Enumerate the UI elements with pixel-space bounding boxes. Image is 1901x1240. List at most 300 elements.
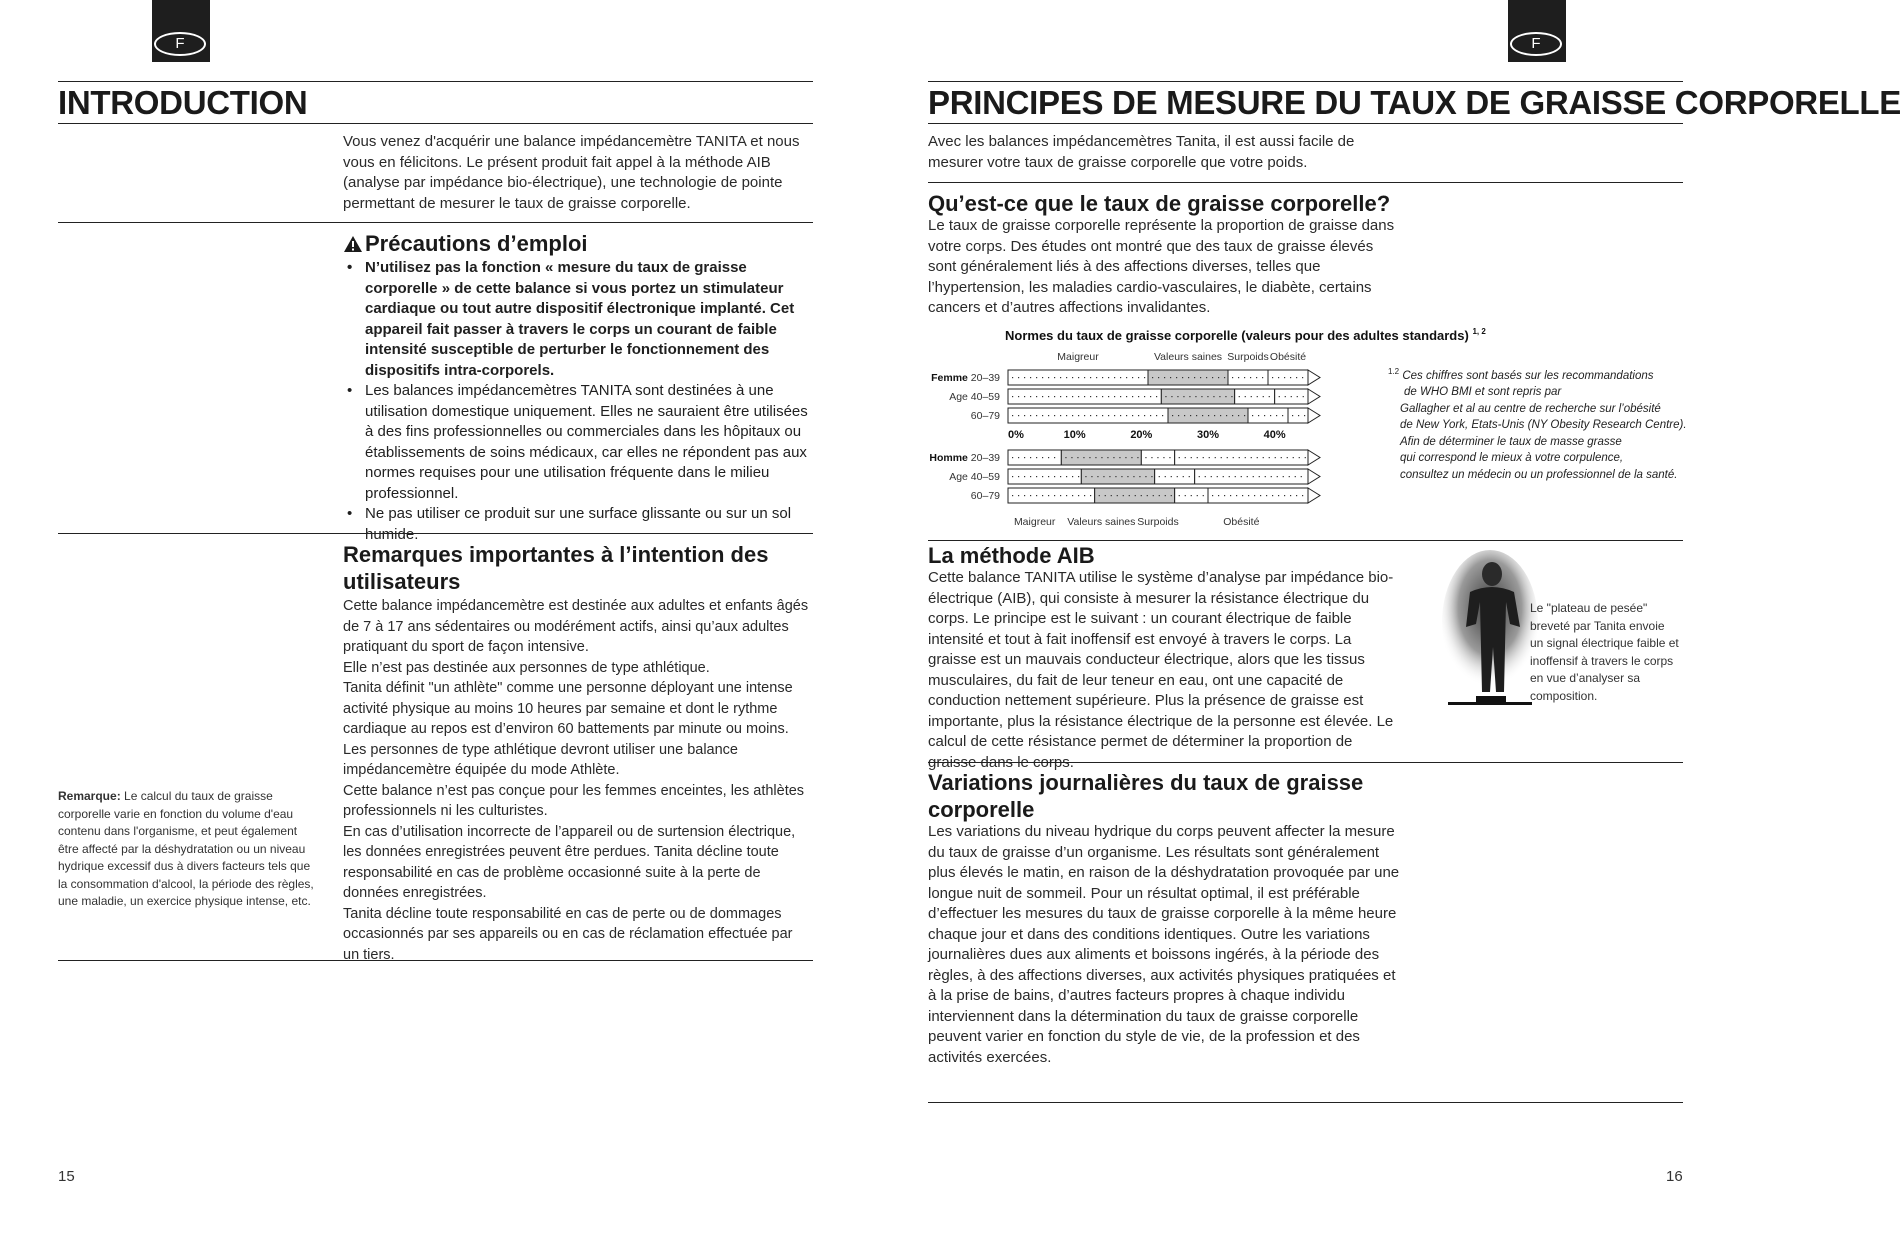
bar-dot (1012, 415, 1013, 416)
bar-dot (1048, 377, 1049, 378)
bar-dot (1147, 495, 1148, 496)
bar-dot (1054, 476, 1055, 477)
bar-dot (1231, 396, 1232, 397)
bar-dot (1278, 495, 1279, 496)
bar-dot (1127, 476, 1128, 477)
bar-dot (1096, 415, 1097, 416)
bar-dot (1042, 415, 1043, 416)
axis-tick-label: 20% (1130, 429, 1153, 441)
bar-arrow (1308, 488, 1320, 503)
bar-dot (1030, 396, 1031, 397)
bar-dot (1115, 476, 1116, 477)
bar-dot (1256, 377, 1257, 378)
bar-dot (1158, 377, 1159, 378)
aib-heading: La méthode AIB (928, 543, 1095, 568)
category-label-top: Surpoids (1227, 351, 1269, 363)
bar-dot (1048, 457, 1049, 458)
bar-dot (1048, 495, 1049, 496)
bar-dot (1060, 377, 1061, 378)
bar-dot (1018, 476, 1019, 477)
bar-dot (1036, 457, 1037, 458)
bar-dot (1278, 377, 1279, 378)
remarks-paragraph: Les personnes de type athlétique devront utiliser une balance impédancemètre équipée du mode Athlète. (343, 741, 738, 778)
bar-dot (1018, 415, 1019, 416)
bar-dot (1285, 396, 1286, 397)
category-label-top: Maigreur (1057, 351, 1099, 363)
graisse-paragraph: Le taux de graisse corporelle représente la proportion de graisse dans votre corps. Des études ont montré que des taux de graisse élevés sont généralement liés à des affections diverses, telles que l’hypertension, les maladies cardio-vasculaires, le diabète, certains cancers et d’autres affections invalidantes. (928, 217, 1395, 316)
bar-dot (1251, 457, 1252, 458)
bar-dot (1102, 396, 1103, 397)
chart-footnote-line: qui correspond le mieux à votre corpulence, (1400, 452, 1624, 465)
bar-dot (1191, 457, 1192, 458)
bar-dot (1097, 476, 1098, 477)
bar-dot (1201, 396, 1202, 397)
bar-dot (1153, 495, 1154, 496)
bar-dot (1024, 396, 1025, 397)
bar-dot (1137, 457, 1138, 458)
bar-dot (1165, 495, 1166, 496)
bar-dot (1107, 457, 1108, 458)
category-label-bottom: Valeurs saines (1067, 516, 1136, 528)
bar-segment (1208, 488, 1308, 503)
bar-dot (1072, 495, 1073, 496)
title-bottom-rule-left (58, 123, 813, 124)
bar-dot (1190, 415, 1191, 416)
remarks-heading: Remarques importantes à l’intention des utilisateurs (343, 542, 769, 594)
bar-dot (1177, 396, 1178, 397)
bar-dot (1257, 396, 1258, 397)
bar-dot (1159, 476, 1160, 477)
bar-dot (1264, 415, 1265, 416)
bar-dot (1244, 415, 1245, 416)
bar-dot (1108, 396, 1109, 397)
bar-dot (1018, 495, 1019, 496)
bar-dot (1042, 457, 1043, 458)
bar-dot (1012, 476, 1013, 477)
bar-dot (1179, 457, 1180, 458)
bar-dot (1151, 457, 1152, 458)
bar-dot (1284, 495, 1285, 496)
bar-dot (1276, 415, 1277, 416)
bar-dot (1287, 457, 1288, 458)
bar-dot (1089, 457, 1090, 458)
bar-dot (1227, 457, 1228, 458)
bar-dot (1078, 495, 1079, 496)
bar-dot (1090, 396, 1091, 397)
bar-dot (1239, 396, 1240, 397)
bar-dot (1126, 415, 1127, 416)
chart-footnote-line: consultez un médecin ou un professionnel de la santé. (1400, 468, 1678, 481)
bar-dot (1125, 457, 1126, 458)
bar-dot (1150, 415, 1151, 416)
bar-dot (1165, 396, 1166, 397)
bar-dot (1197, 457, 1198, 458)
bar-dot (1113, 457, 1114, 458)
bar-dot (1171, 476, 1172, 477)
bar-dot (1223, 476, 1224, 477)
bar-dot (1295, 476, 1296, 477)
bar-dot (1212, 495, 1213, 496)
bar-dot (1225, 396, 1226, 397)
bar-dot (1211, 476, 1212, 477)
aib-paragraph: Cette balance TANITA utilise le système d’analyse par impédance bio-électrique (AIB), qui consiste à mesurer la résistance électrique du corps. Le principe est le suivant : un courant électrique de faible intensité et tout à fait inoffensif est envoyé à travers le corps. La graisse est un mauvais conducteur électrique, alors que les tissus musculaires, du fait de leur teneur en eau, ont une capacité de conduction nettement supérieure. Plus la présence de graisse est importante, plus la résistance électrique de la personne est élevée. Le calcul de cette résistance permet de déterminer la proportion de graisse dans le corps. (928, 569, 1394, 771)
bottom-rule-right (928, 1102, 1683, 1103)
bar-dot (1060, 415, 1061, 416)
bar-dot (1141, 495, 1142, 496)
bar-dot (1298, 415, 1299, 416)
bar-dot (1048, 396, 1049, 397)
bar-dot (1262, 377, 1263, 378)
axis-tick-label: 30% (1196, 429, 1220, 441)
graisse-heading: Qu’est-ce que le taux de graisse corporelle? (928, 191, 1391, 216)
bar-dot (1284, 377, 1285, 378)
language-tab-right (1508, 0, 1566, 62)
bar-dot (1226, 415, 1227, 416)
bar-dot (1042, 396, 1043, 397)
bar-dot (1266, 495, 1267, 496)
bar-dot (1144, 415, 1145, 416)
bar-dot (1066, 377, 1067, 378)
bar-dot (1018, 457, 1019, 458)
bar-dot (1012, 377, 1013, 378)
bar-dot (1054, 396, 1055, 397)
bar-dot (1132, 377, 1133, 378)
remarks-body (343, 596, 811, 965)
bar-dot (1072, 396, 1073, 397)
bar-dot (1012, 396, 1013, 397)
remarks-paragraph: Elle n’est pas destinée aux personnes de type athlétique. (343, 659, 710, 676)
bar-dot (1144, 377, 1145, 378)
bar-dot (1145, 476, 1146, 477)
list-item: • Les balances impédancemètres TANITA sont destinées à une utilisation domestique uniquement. Elles ne sauraient être utilisées à des fins professionnelles ou commerciales dans les hôpitaux ou établissements de soins médicaux, car elles ne répondent pas aux normes requises pour une utilisation fréquente dans le milieu professionnel. (343, 381, 813, 504)
bar-dot (1194, 377, 1195, 378)
bar-dot (1292, 415, 1293, 416)
bar-dot (1090, 415, 1091, 416)
precautions-section (343, 230, 813, 545)
bar-dot (1133, 476, 1134, 477)
chart-footnote-lines (1388, 364, 1688, 483)
category-label-top: Valeurs saines (1153, 351, 1223, 363)
variations-heading: Variations journalières du taux de graisse corporelle (928, 770, 1364, 822)
bar-dot (1030, 415, 1031, 416)
bar-dot (1117, 495, 1118, 496)
bar-dot (1263, 457, 1264, 458)
bar-dot (1184, 415, 1185, 416)
category-label-bottom: Maigreur (1013, 516, 1056, 528)
bar-dot (1252, 415, 1253, 416)
language-badge-left: F (154, 32, 206, 56)
bar-dot (1048, 415, 1049, 416)
title-top-rule-left (58, 81, 813, 82)
bar-dot (1238, 415, 1239, 416)
bar-dot (1208, 415, 1209, 416)
bar-dot (1096, 377, 1097, 378)
bar-dot (1185, 495, 1186, 496)
bar-dot (1054, 457, 1055, 458)
bar-dot (1244, 377, 1245, 378)
bar-dot (1218, 495, 1219, 496)
section-rule-remarks (58, 533, 813, 534)
bar-dot (1131, 457, 1132, 458)
bar-dot (1138, 377, 1139, 378)
bar-dot (1242, 495, 1243, 496)
bar-dot (1095, 457, 1096, 458)
bar-dot (1120, 396, 1121, 397)
bar-dot (1083, 457, 1084, 458)
chart-footnote-line: de WHO BMI et sont repris par (1404, 386, 1562, 399)
remarks-paragraph: Cette balance n’est pas conçue pour les femmes enceintes, les athlètes professionnels ni les culturistes. (343, 782, 805, 819)
bar-dot (1230, 495, 1231, 496)
bar-dot (1279, 396, 1280, 397)
bar-dot (1183, 396, 1184, 397)
remarks-paragraph: Tanita définit "un athlète" comme une personne déployant une intense activité physique au moins 10 heures par semaine et dont le rythme cardiaque au repos est d’environ 60 battements par minute ou moins. (343, 680, 793, 737)
bar-dot (1224, 495, 1225, 496)
bar-dot (1036, 377, 1037, 378)
bar-dot (1293, 457, 1294, 458)
category-label-top: Obésité (1269, 351, 1307, 363)
person-on-scale-illustration (1440, 552, 1540, 712)
bar-dot (1139, 476, 1140, 477)
bar-dot (1164, 377, 1165, 378)
intro-paragraph: Vous venez d'acquérir une balance impédancemètre TANITA et nous vous en félicitons. Le présent produit fait appel à la méthode AIB (analyse par impédance bio-électrique), une technologie de pointe permettant de mesurer le taux de graisse corporelle. (343, 133, 800, 212)
bar-dot (1018, 377, 1019, 378)
bar-dot (1250, 377, 1251, 378)
bar-dot (1060, 396, 1061, 397)
bar-dot (1024, 476, 1025, 477)
bar-dot (1162, 415, 1163, 416)
bar-dot (1169, 457, 1170, 458)
bar-dot (1078, 476, 1079, 477)
bar-dot (1189, 476, 1190, 477)
side-note (58, 788, 318, 911)
page-number-right: 16 (1666, 1168, 1683, 1185)
bar-dot (1159, 495, 1160, 496)
bar-dot (1042, 476, 1043, 477)
bar-dot (1283, 476, 1284, 477)
bar-dot (1120, 415, 1121, 416)
bar-dot (1270, 415, 1271, 416)
axis-tick-label: 10% (1063, 429, 1086, 441)
bar-dot (1202, 415, 1203, 416)
bar-dot (1254, 495, 1255, 496)
bar-dot (1114, 377, 1115, 378)
page-number-left: 15 (58, 1168, 75, 1185)
bar-dot (1304, 415, 1305, 416)
bar-dot (1066, 476, 1067, 477)
bar-dot (1119, 457, 1120, 458)
bar-dot (1189, 396, 1190, 397)
bar-dot (1024, 415, 1025, 416)
bar-dot (1072, 377, 1073, 378)
bar-dot (1072, 476, 1073, 477)
bar-dot (1248, 495, 1249, 496)
title-top-rule-right (928, 81, 1683, 82)
bar-dot (1213, 396, 1214, 397)
bar-dot (1072, 415, 1073, 416)
right-intro-paragraph: Avec les balances impédancemètres Tanita, il est aussi facile de mesurer votre taux de graisse corporelle que votre poids. (928, 133, 1355, 171)
bar-dot (1277, 476, 1278, 477)
bar-dot (1030, 377, 1031, 378)
bar-dot (1138, 415, 1139, 416)
page-title-right: PRINCIPES DE MESURE DU TAUX DE GRAISSE CORPORELLE (928, 84, 1901, 121)
bar-dot (1085, 476, 1086, 477)
bar-dot (1170, 377, 1171, 378)
chart-footnote-line: de New York, Etats-Unis (NY Obesity Research Centre). (1400, 419, 1687, 432)
bar-segment (1235, 389, 1275, 404)
row-label: Homme 20–39 (929, 452, 1000, 464)
bar-dot (1054, 415, 1055, 416)
bar-dot (1084, 396, 1085, 397)
bar-dot (1030, 495, 1031, 496)
bar-dot (1126, 377, 1127, 378)
category-label-bottom: Surpoids (1137, 516, 1179, 528)
bar-dot (1126, 396, 1127, 397)
bar-dot (1071, 457, 1072, 458)
bar-dot (1220, 415, 1221, 416)
warning-icon (343, 235, 363, 253)
bar-dot (1048, 476, 1049, 477)
bar-dot (1156, 396, 1157, 397)
bar-dot (1030, 476, 1031, 477)
figure-caption: Le "plateau de pesée" breveté par Tanita envoie un signal électrique faible et inoffensif à travers le corps en vue d’analyser sa composition. (1530, 601, 1679, 703)
bar-dot (1206, 377, 1207, 378)
bar-dot (1219, 396, 1220, 397)
title-bottom-rule-right (928, 123, 1683, 124)
bar-dot (1145, 457, 1146, 458)
bar-dot (1272, 377, 1273, 378)
bar-dot (1121, 476, 1122, 477)
bar-dot (1054, 495, 1055, 496)
bar-dot (1247, 476, 1248, 477)
bar-dot (1291, 396, 1292, 397)
bar-dot (1245, 396, 1246, 397)
bar-dot (1275, 457, 1276, 458)
bar-dot (1144, 396, 1145, 397)
bar-dot (1271, 476, 1272, 477)
bar-dot (1024, 495, 1025, 496)
list-item: • N’utilisez pas la fonction « mesure du taux de graisse corporelle » de cette balance si vous portez un stimulateur cardiaque ou tout autre dispositif électronique implanté. Cet appareil fait passer à travers le corps un courant de faible intensité susceptible de perturber le fonctionnement des dispositifs intra-corporels. (343, 258, 813, 381)
bar-dot (1305, 457, 1306, 458)
bar-dot (1269, 396, 1270, 397)
bar-dot (1084, 377, 1085, 378)
bar-dot (1060, 476, 1061, 477)
bar-dot (1171, 396, 1172, 397)
bar-dot (1078, 415, 1079, 416)
section-rule-variations (928, 762, 1683, 763)
bar-dot (1199, 476, 1200, 477)
row-label: Age 40–59 (949, 471, 1000, 483)
bar-dot (1163, 457, 1164, 458)
bar-dot (1263, 396, 1264, 397)
bar-dot (1152, 377, 1153, 378)
bar-dot (1217, 476, 1218, 477)
row-label: 60–79 (970, 410, 1000, 422)
bar-dot (1269, 457, 1270, 458)
bar-dot (1108, 377, 1109, 378)
bar-dot (1259, 476, 1260, 477)
bar-dot (1042, 495, 1043, 496)
bar-dot (1185, 457, 1186, 458)
bar-dot (1036, 396, 1037, 397)
bar-dot (1236, 495, 1237, 496)
bar-dot (1109, 476, 1110, 477)
language-badge-right: F (1510, 32, 1562, 56)
bar-dot (1101, 457, 1102, 458)
axis-tick-label: 40% (1263, 429, 1286, 441)
bar-dot (1200, 377, 1201, 378)
bar-dot (1296, 495, 1297, 496)
bar-dot (1178, 415, 1179, 416)
bar-dot (1290, 495, 1291, 496)
bar-segment (1095, 488, 1175, 503)
bar-dot (1258, 415, 1259, 416)
bottom-rule-left (58, 960, 813, 961)
bar-dot (1150, 396, 1151, 397)
bar-arrow (1308, 469, 1320, 484)
bar-dot (1203, 495, 1204, 496)
bar-dot (1120, 377, 1121, 378)
bar-dot (1042, 377, 1043, 378)
bar-dot (1235, 476, 1236, 477)
bar-dot (1111, 495, 1112, 496)
variations-paragraph: Les variations du niveau hydrique du corps peuvent affecter la mesure du taux de graisse d’un organisme. Les résultats sont généralement plus élevés le matin, en raison de la déshydratation provoquée par une longue nuit de sommeil. Pour un résultat optimal, il est préférable d’effectuer les mesures du taux de graisse corporelle à la même heure chaque jour et dans des conditions identiques. Outre les variations journalières dues aux aliments et boissons ingérés, à la période des règles, à des affections diverses, aux activités physiques pratiquées et à la prise de bains, d’autres facteurs propres à chaque individu interviennent dans la détermination du taux de graisse corporelle peuvent varier en fonction du style de vie, de la profession et des activités exercées. (928, 823, 1400, 1066)
chart-footnote (1388, 364, 1688, 483)
chart-footnote-line: $^{1.2}$ Ces chiffres sont basés sur les recommandations (1388, 367, 1654, 382)
bar-dot (1066, 396, 1067, 397)
bar-arrow (1308, 370, 1320, 385)
bar-dot (1212, 377, 1213, 378)
bar-dot (1129, 495, 1130, 496)
bar-dot (1114, 396, 1115, 397)
bar-dot (1241, 476, 1242, 477)
bar-dot (1123, 495, 1124, 496)
bar-dot (1096, 396, 1097, 397)
bar-dot (1260, 495, 1261, 496)
bar-dot (1301, 476, 1302, 477)
remarks-paragraph: En cas d’utilisation incorrecte de l’appareil ou de surtension électrique, les données enregistrées peuvent être perdues. Tanita décline toute responsabilité en cas de problème occasionné suite à la perte de données enregistrées. (343, 823, 796, 901)
bar-dot (1018, 396, 1019, 397)
bar-dot (1218, 377, 1219, 378)
page-title-left: INTRODUCTION (58, 84, 308, 121)
bar-dot (1196, 415, 1197, 416)
chart-footnote-line: Gallagher et al au centre de recherche sur l’obésité (1400, 402, 1661, 415)
group-label: Homme (929, 452, 971, 464)
bar-dot (1084, 415, 1085, 416)
row-label: Femme 20–39 (931, 372, 1000, 384)
bar-dot (1012, 495, 1013, 496)
bar-dot (1205, 476, 1206, 477)
bar-dot (1303, 396, 1304, 397)
bar-dot (1251, 396, 1252, 397)
bar-dot (1114, 415, 1115, 416)
bar-dot (1135, 495, 1136, 496)
chart-title: Normes du taux de graisse corporelle (valeurs pour des adultes standards) $^{1, 2}$ (1005, 327, 1486, 343)
bar-dot (1132, 415, 1133, 416)
bar-dot (1066, 495, 1067, 496)
bar-dot (1132, 396, 1133, 397)
bar-dot (1183, 476, 1184, 477)
bar-dot (1302, 377, 1303, 378)
section-rule-aib (928, 540, 1683, 541)
bar-dot (1215, 457, 1216, 458)
bar-dot (1203, 457, 1204, 458)
bar-dot (1232, 377, 1233, 378)
bar-dot (1299, 457, 1300, 458)
list-item: • Ne pas utiliser ce produit sur une surface glissante ou sur un sol humide. (343, 504, 813, 545)
bar-arrow (1308, 389, 1320, 404)
bar-dot (1290, 377, 1291, 378)
bar-dot (1138, 396, 1139, 397)
